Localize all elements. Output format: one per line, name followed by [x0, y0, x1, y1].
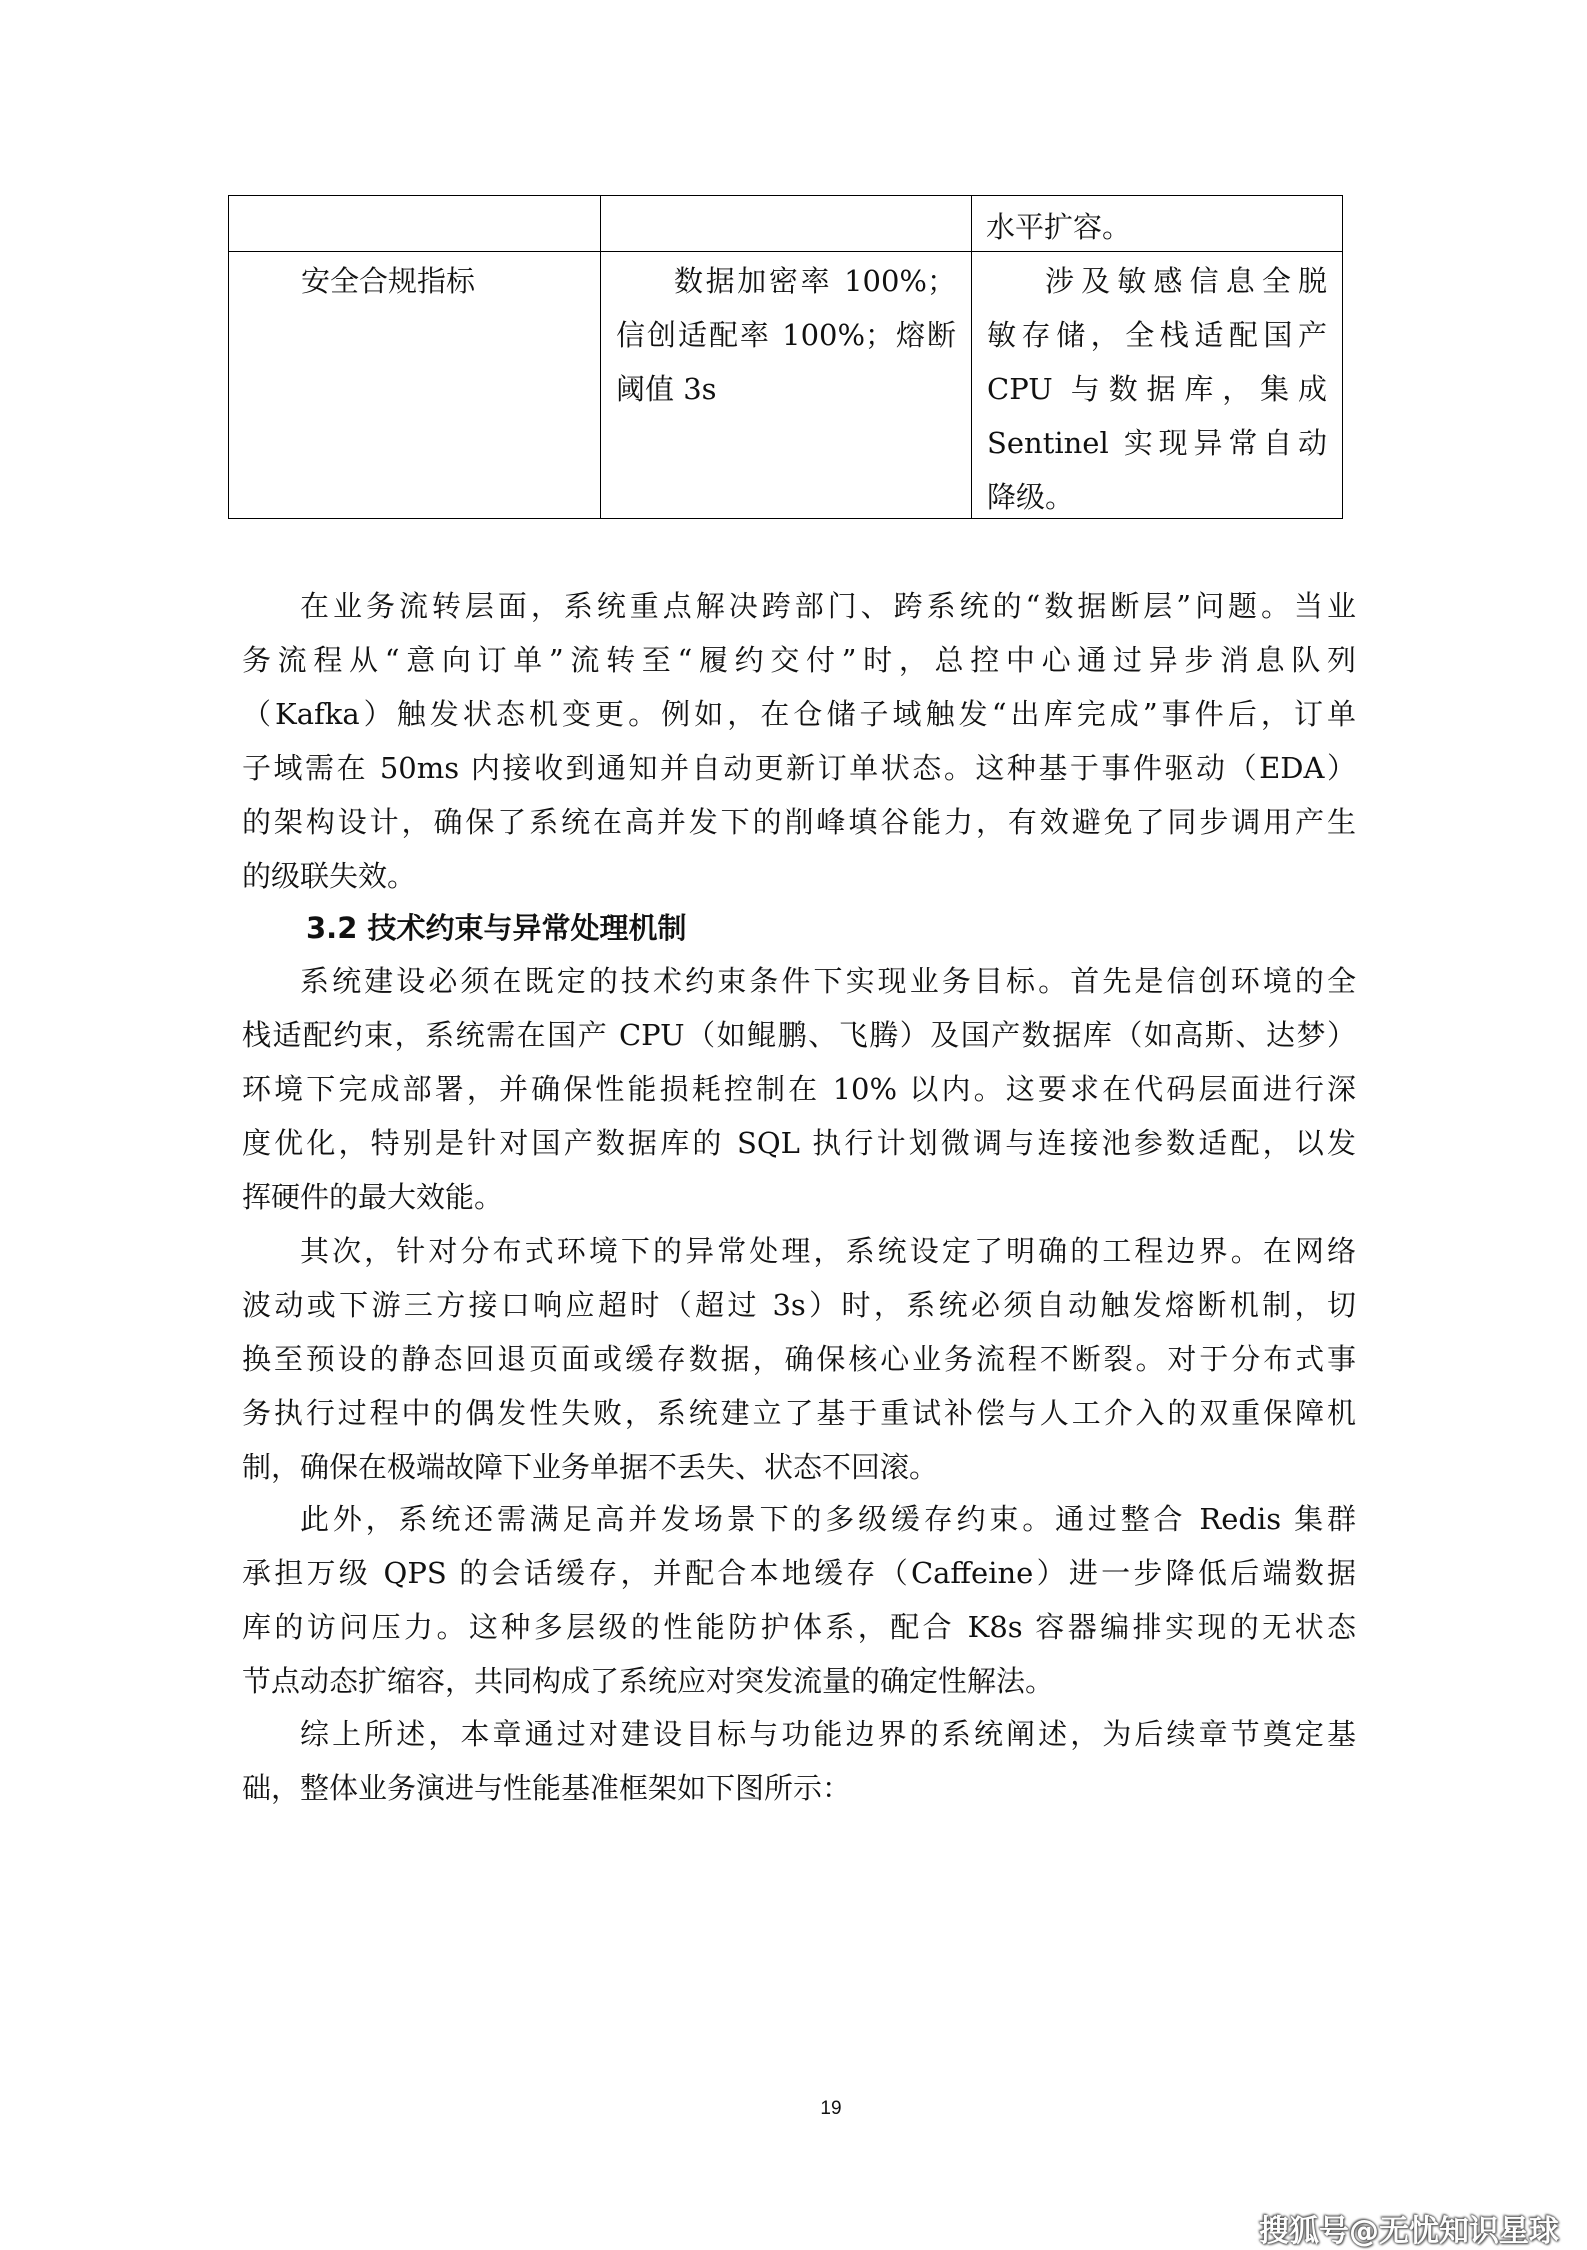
text-line: 波动或下游三方接口响应超时（超过 3s）时，系统必须自动触发熔断机制，切 [242, 1288, 1356, 1322]
text-line: 度优化，特别是针对国产数据库的 SQL 执行计划微调与连接池参数适配，以发 [242, 1126, 1356, 1160]
text-line: 挥硬件的最大效能。 [242, 1180, 504, 1214]
text-line: 换至预设的静态回退页面或缓存数据，确保核心业务流程不断裂。对于分布式事 [242, 1342, 1356, 1376]
table-column-divider [600, 196, 601, 518]
text-line: 库的访问压力。这种多层级的性能防护体系，配合 K8s 容器编排实现的无状态 [242, 1610, 1356, 1644]
cell-line: 涉及敏感信息全脱 [1045, 264, 1327, 298]
paragraph [242, 579, 1356, 903]
cell-line: 信创适配率 100%；熔断 [616, 318, 956, 352]
cell-line: 阈值 3s [616, 372, 717, 406]
text-line: 制，确保在极端故障下业务单据不丢失、状态不回滚。 [242, 1450, 939, 1484]
cell-line: 降级。 [987, 480, 1075, 514]
text-line: 系统建设必须在既定的技术约束条件下实现业务目标。首先是信创环境的全 [300, 964, 1356, 998]
table-cell: 水平扩容。 [986, 210, 1132, 244]
table-cell-metric-name: 安全合规指标 [301, 264, 476, 298]
table-cell-target [616, 254, 956, 416]
text-line: 的架构设计，确保了系统在高并发下的削峰填谷能力，有效避免了同步调用产生 [242, 805, 1356, 839]
text-line: 务执行过程中的偶发性失败，系统建立了基于重试补偿与人工介入的双重保障机 [242, 1396, 1356, 1430]
text-line: 综上所述，本章通过对建设目标与功能边界的系统阐述，为后续章节奠定基 [300, 1717, 1356, 1751]
text-line: 在业务流转层面，系统重点解决跨部门、跨系统的“数据断层”问题。当业 [300, 589, 1356, 623]
text-line: 其次，针对分布式环境下的异常处理，系统设定了明确的工程边界。在网络 [300, 1234, 1356, 1268]
table-row-divider [229, 251, 1342, 252]
text-line: 环境下完成部署，并确保性能损耗控制在 10% 以内。这要求在代码层面进行深 [242, 1072, 1356, 1106]
table-column-divider [971, 196, 972, 518]
cell-line: CPU 与数据库，集成 [987, 372, 1327, 406]
paragraph [242, 1492, 1356, 1708]
cell-line: 数据加密率 100%； [674, 264, 956, 298]
paragraph [242, 1707, 1356, 1815]
metrics-table [228, 195, 1343, 519]
section-heading: 3.2 技术约束与异常处理机制 [306, 911, 687, 945]
text-line: 节点动态扩缩容，共同构成了系统应对突发流量的确定性解法。 [242, 1664, 1055, 1698]
cell-line: Sentinel 实现异常自动 [987, 426, 1327, 460]
page-number: 19 [820, 2098, 842, 2119]
text-line: 子域需在 50ms 内接收到通知并自动更新订单状态。这种基于事件驱动（EDA） [242, 751, 1356, 785]
text-line: 此外，系统还需满足高并发场景下的多级缓存约束。通过整合 Redis 集群 [300, 1502, 1356, 1536]
text-line: （Kafka）触发状态机变更。例如，在仓储子域触发“出库完成”事件后，订单 [242, 697, 1356, 731]
text-line: 础，整体业务演进与性能基准框架如下图所示： [242, 1771, 852, 1805]
text-line: 务流程从“意向订单”流转至“履约交付”时，总控中心通过异步消息队列 [242, 643, 1356, 677]
watermark: 搜狐号@无忧知识星球 [1259, 2214, 1559, 2249]
text-line: 承担万级 QPS 的会话缓存，并配合本地缓存（Caffeine）进一步降低后端数据 [242, 1556, 1356, 1590]
paragraph [242, 1224, 1356, 1494]
text-line: 的级联失效。 [242, 859, 417, 893]
text-line: 栈适配约束，系统需在国产 CPU（如鲲鹏、飞腾）及国产数据库（如高斯、达梦） [242, 1018, 1356, 1052]
cell-line: 敏存储，全栈适配国产 [987, 318, 1327, 352]
paragraph [242, 954, 1356, 1224]
table-cell-description [987, 254, 1327, 524]
